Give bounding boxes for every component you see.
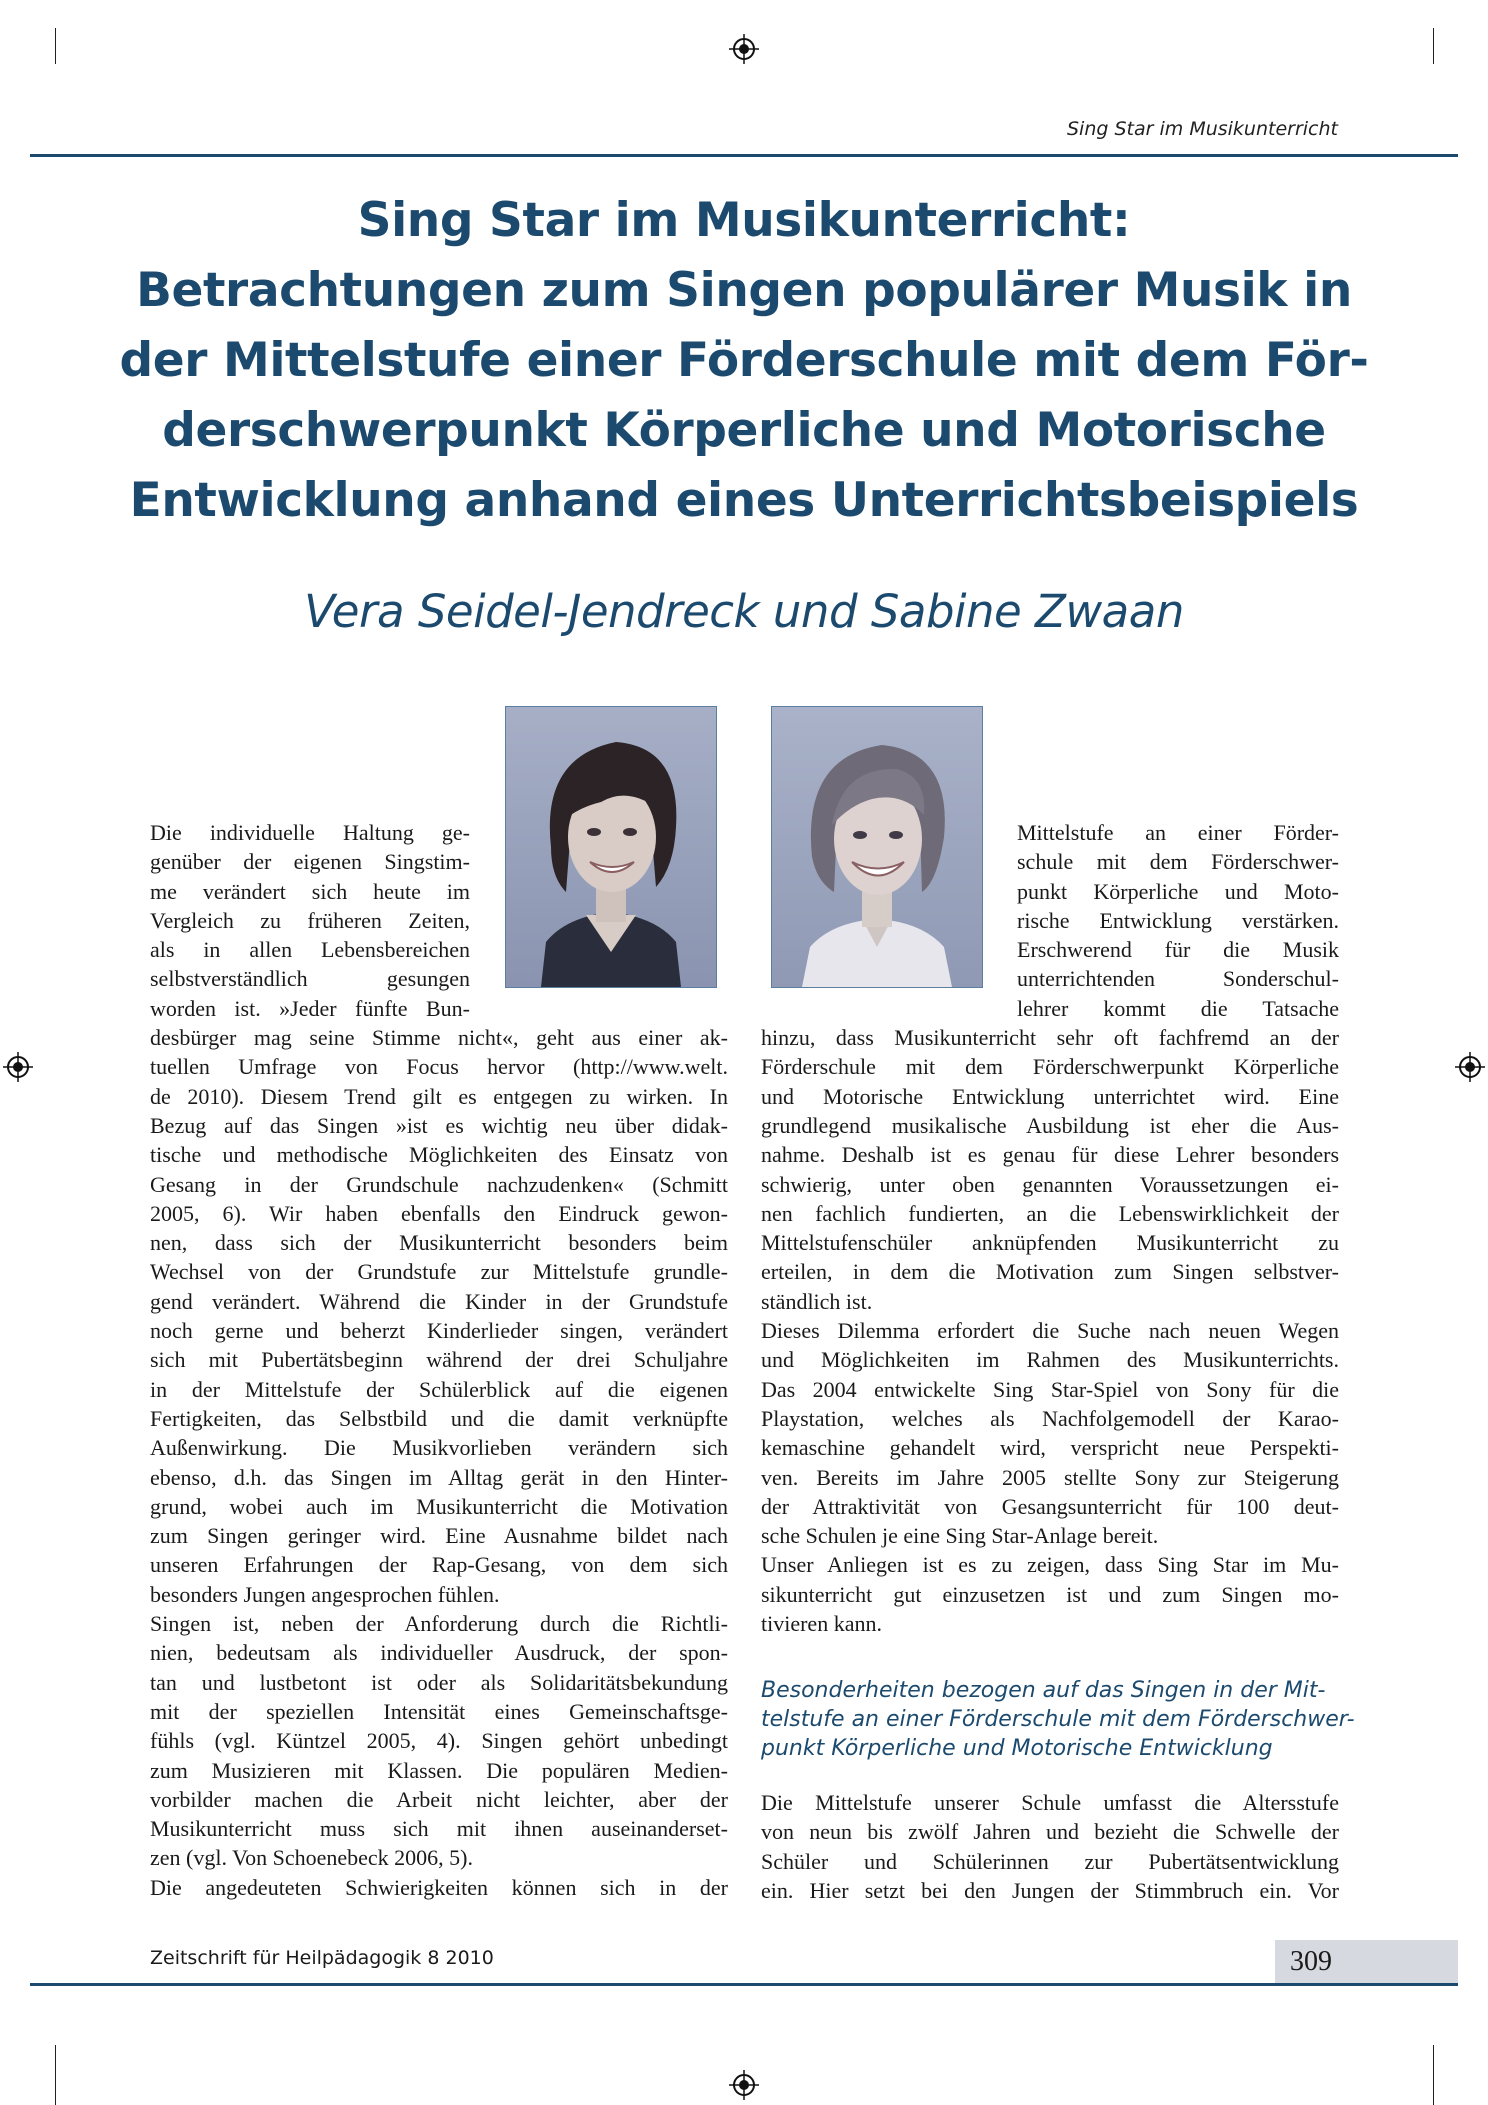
subheading-line: punkt Körperliche und Motorische Entwicklung	[761, 1736, 1273, 1761]
text-line: me verändert sich heute im	[150, 878, 470, 904]
text-line: Förderschule mit dem Förderschwerpunkt Körperliche	[761, 1054, 1339, 1080]
title-line: Entwicklung anhand eines Unterrichtsbeispiels	[129, 473, 1359, 528]
text-line: Musikunterricht muss sich mit ihnen auseinanderset-	[150, 1816, 728, 1842]
text-line: in der Mittelstufe der Schülerblick auf die eigenen	[150, 1376, 728, 1402]
text-line: Die angedeuteten Schwierigkeiten können sich in der	[150, 1874, 728, 1900]
text-line: Außenwirkung. Die Musikvorlieben verändern sich	[150, 1435, 728, 1461]
journal-citation: Zeitschrift für Heilpädagogik 8 2010	[150, 1947, 494, 1969]
text-line: ständlich ist.	[761, 1288, 873, 1314]
crop-mark	[1433, 28, 1434, 64]
text-line: vorbilder machen die Arbeit nicht leichter, aber der	[150, 1786, 728, 1812]
text-line: noch gerne und beherzt Kinderlieder singen, verändert	[150, 1318, 728, 1344]
section-subheading	[761, 1676, 1361, 1763]
text-line: genüber der eigenen Singstim-	[150, 849, 470, 875]
text-line: Dieses Dilemma erfordert die Suche nach neuen Wegen	[761, 1318, 1339, 1344]
text-line: tan und lustbetont ist oder als Solidaritätsbekundung	[150, 1669, 728, 1695]
text-line: zum Singen geringer wird. Eine Ausnahme bildet nach	[150, 1523, 728, 1549]
right-column-intro	[1017, 818, 1339, 1023]
title-line: der Mittelstufe einer Förderschule mit dem För-	[119, 333, 1369, 388]
text-line: zum Musizieren mit Klassen. Die populären Medien-	[150, 1757, 728, 1783]
text-line: fühls (vgl. Küntzel 2005, 4). Singen gehört unbedingt	[150, 1728, 728, 1754]
text-line: Mittelstufe an einer Förder-	[1017, 820, 1339, 845]
text-line: als in allen Lebensbereichen	[150, 937, 470, 963]
text-line: tivieren kann.	[761, 1611, 882, 1637]
text-line: tuellen Umfrage von Focus hervor (http://www.welt.	[150, 1054, 728, 1080]
right-column-section	[761, 1788, 1339, 1905]
author-names: Vera Seidel-Jendreck und Sabine Zwaan	[304, 585, 1184, 638]
text-line: Singen ist, neben der Anforderung durch die Richtli-	[150, 1611, 728, 1637]
text-line: Die Mittelstufe unserer Schule umfasst die Altersstufe	[761, 1790, 1339, 1815]
article-title	[110, 186, 1378, 536]
registration-mark-icon	[3, 1052, 33, 1082]
text-line: und Möglichkeiten im Rahmen des Musikunterrichts.	[761, 1347, 1339, 1373]
text-line: grundlegend musikalische Ausbildung ist eher die Aus-	[761, 1112, 1339, 1138]
text-line: Playstation, welches als Nachfolgemodell der Karao-	[761, 1405, 1339, 1431]
text-line: hinzu, dass Musikunterricht sehr oft fachfremd an der	[761, 1025, 1339, 1051]
text-line: erteilen, in dem die Motivation zum Singen selbstver-	[761, 1259, 1339, 1285]
text-line: ven. Bereits im Jahre 2005 stellte Sony zur Steigerung	[761, 1464, 1339, 1490]
subheading-line: telstufe an einer Förderschule mit dem Förderschwer-	[761, 1707, 1355, 1732]
text-line: selbstverständlich gesungen	[150, 966, 470, 992]
text-line: Gesang in der Grundschule nachzudenken« (Schmitt	[150, 1171, 728, 1197]
text-line: Vergleich zu früheren Zeiten,	[150, 907, 470, 933]
text-line: und Motorische Entwicklung unterrichtet wird. Eine	[761, 1083, 1339, 1109]
title-line: Sing Star im Musikunterricht:	[357, 193, 1131, 248]
left-column	[150, 818, 728, 1902]
text-line: Das 2004 entwickelte Sing Star-Spiel von Sony für die	[761, 1376, 1339, 1402]
text-line: schwierig, unter oben genannten Voraussetzungen ei-	[761, 1171, 1339, 1197]
text-line: nahme. Deshalb ist es genau für diese Lehrer besonders	[761, 1142, 1339, 1168]
title-line: Betrachtungen zum Singen populärer Musik in	[136, 263, 1352, 318]
registration-mark-icon	[1455, 1052, 1485, 1082]
subheading-line: Besonderheiten bezogen auf das Singen in der Mit-	[761, 1678, 1326, 1703]
left-column-intro	[150, 818, 470, 1023]
running-head: Sing Star im Musikunterricht	[1067, 118, 1338, 140]
text-line: der Attraktivität von Gesangsunterricht für 100 deut-	[761, 1493, 1339, 1519]
header-rule	[30, 154, 1458, 157]
text-line: zen (vgl. Von Schoenebeck 2006, 5).	[150, 1845, 474, 1871]
text-line: besonders Jungen angesprochen fühlen.	[150, 1581, 500, 1607]
crop-mark	[55, 2045, 56, 2105]
text-line: sche Schulen je eine Sing Star-Anlage bereit.	[761, 1523, 1159, 1549]
footer-rule	[30, 1983, 1458, 1986]
text-line: worden ist. »Jeder fünfte Bun-	[150, 995, 470, 1021]
text-line: nien, bedeutsam als individueller Ausdruck, der spon-	[150, 1640, 728, 1666]
text-line: ein. Hier setzt bei den Jungen der Stimmbruch ein. Vor	[761, 1877, 1339, 1903]
text-line: sikunterricht gut einzusetzen ist und zum Singen mo-	[761, 1581, 1339, 1607]
registration-mark-icon	[729, 34, 759, 64]
text-line: tische und methodische Möglichkeiten des Einsatz von	[150, 1142, 728, 1168]
text-line: Erschwerend für die Musik	[1017, 937, 1339, 963]
title-line: derschwerpunkt Körperliche und Motorische	[162, 403, 1326, 458]
text-line: Bezug auf das Singen »ist es wichtig neu über didak-	[150, 1112, 728, 1138]
text-line: desbürger mag seine Stimme nicht«, geht aus einer ak-	[150, 1025, 728, 1051]
text-line: punkt Körperliche und Moto-	[1017, 878, 1339, 904]
text-line: schule mit dem Förderschwer-	[1017, 849, 1339, 875]
text-line: gend verändert. Während die Kinder in der Grundstufe	[150, 1288, 728, 1314]
text-line: 2005, 6). Wir haben ebenfalls den Eindruck gewon-	[150, 1200, 728, 1226]
text-line: de 2010). Diesem Trend gilt es entgegen zu wirken. In	[150, 1083, 728, 1109]
text-line: unterrichtenden Sonderschul-	[1017, 966, 1339, 992]
right-column	[761, 818, 1339, 1638]
text-line: sich mit Pubertätsbeginn während der drei Schuljahre	[150, 1347, 728, 1373]
text-line: grund, wobei auch im Musikunterricht die Motivation	[150, 1493, 728, 1519]
right-column-body	[761, 1023, 1339, 1638]
left-column-body	[150, 1023, 728, 1902]
text-line: rische Entwicklung verstärken.	[1017, 907, 1339, 933]
text-line: kemaschine gehandelt wird, verspricht neue Perspekti-	[761, 1435, 1339, 1461]
crop-mark	[55, 28, 56, 64]
text-line: Die individuelle Haltung ge-	[150, 820, 470, 845]
page-number: 309	[1290, 1946, 1332, 1977]
text-line: Mittelstufenschüler anknüpfenden Musikunterricht zu	[761, 1230, 1339, 1256]
text-line: von neun bis zwölf Jahren und bezieht die Schwelle der	[761, 1819, 1339, 1845]
text-line: Unser Anliegen ist es zu zeigen, dass Sing Star im Mu-	[761, 1552, 1339, 1578]
text-line: unseren Erfahrungen der Rap-Gesang, von dem sich	[150, 1552, 728, 1578]
registration-mark-icon	[729, 2070, 759, 2100]
text-line: Fertigkeiten, das Selbstbild und die damit verknüpfte	[150, 1405, 728, 1431]
text-line: Schüler und Schülerinnen zur Pubertätsentwicklung	[761, 1848, 1339, 1874]
text-line: nen, dass sich der Musikunterricht besonders beim	[150, 1230, 728, 1256]
crop-mark	[1433, 2045, 1434, 2105]
text-line: nen fachlich fundierten, an die Lebenswirklichkeit der	[761, 1200, 1339, 1226]
text-line: ebenso, d.h. das Singen im Alltag gerät in den Hinter-	[150, 1464, 728, 1490]
text-line: lehrer kommt die Tatsache	[1017, 995, 1339, 1021]
text-line: Wechsel von der Grundstufe zur Mittelstufe grundle-	[150, 1259, 728, 1285]
text-line: mit der speziellen Intensität eines Gemeinschaftsge-	[150, 1698, 728, 1724]
